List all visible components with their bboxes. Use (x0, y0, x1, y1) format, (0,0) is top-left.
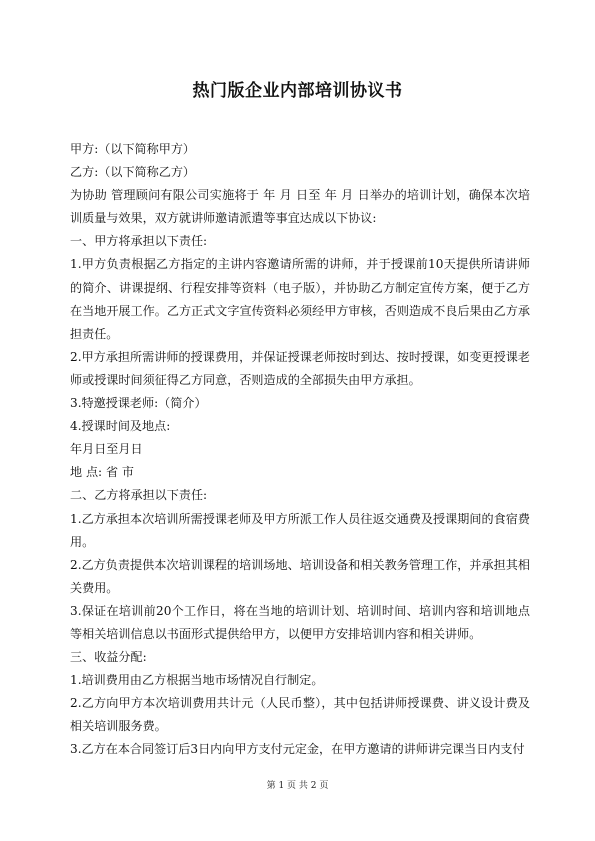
party-a-line: 甲方:（以下简称甲方） (70, 142, 196, 156)
clause-a-3: 3.特邀授课老师:（简介） (70, 396, 207, 411)
page-footer: 第 1 页 共 2 页 (266, 781, 329, 791)
document-title: 热门版企业内部培训协议书 (192, 81, 403, 101)
clause-c-2: 2.乙方向甲方本次培训费用共计元（人民币整），其中包括讲师授课费、讲义设计费及相关培训服务费。 (70, 696, 530, 734)
section-heading-party-b: 二、乙方将承担以下责任: (70, 488, 208, 503)
clause-a-2: 2.甲方承担所需讲师的授课费用，并保证授课老师按时到达、按时授课，如变更授课老师或授课时间须征得乙方同意，否则造成的全部损失由甲方承担。 (70, 349, 530, 387)
clause-b-3: 3.保证在培训前20个工作日，将在当地的培训计划、培训时间、培训内容和培训地点等相关培训信息以书面形式提供给甲方，以便甲方安排培训内容和相关讲师。 (70, 603, 530, 641)
clause-c-1: 1.培训费用由乙方根据当地市场情况自行制定。 (70, 673, 324, 688)
intro-paragraph: 为协助 管理顾问有限公司实施将于 年 月 日至 年 月 日举办的培训计划，确保本次培训质量与效果，双方就讲师邀请派遣等事宜达成以下协议: (70, 188, 530, 226)
section-heading-revenue: 三、收益分配: (70, 650, 147, 665)
clause-c-3: 3.乙方在本合同签订后3日内向甲方支付元定金，在甲方邀请的讲师讲完课当日内支付 (70, 742, 525, 757)
clause-a-4: 4.授课时间及地点: (70, 419, 171, 434)
clause-a-1: 1.甲方负责根据乙方指定的主讲内容邀请所需的讲师，并于授课前10天提供所请讲师的简介、讲课提纲、行程安排等资料（电子版），并协助乙方制定宣传方案，便于乙方在当地开展工作。乙方正式文字宣传资料必须经甲方审核，否则造成不良后果由乙方承担责任。 (70, 257, 530, 341)
party-b-line: 乙方:（以下简称乙方） (70, 165, 196, 180)
clause-b-2: 2.乙方负责提供本次培训课程的培训场地、培训设备和相关教务管理工作，并承担其相关费用。 (70, 557, 530, 595)
location-line: 地 点: 省 市 (70, 465, 134, 480)
clause-b-1: 1.乙方承担本次培训所需授课老师及甲方所派工作人员往返交通费及授课期间的食宿费用。 (70, 511, 530, 549)
date-line: 年月日至月日 (70, 442, 143, 457)
document-body (70, 138, 530, 762)
section-heading-party-a: 一、甲方将承担以下责任: (70, 234, 208, 249)
